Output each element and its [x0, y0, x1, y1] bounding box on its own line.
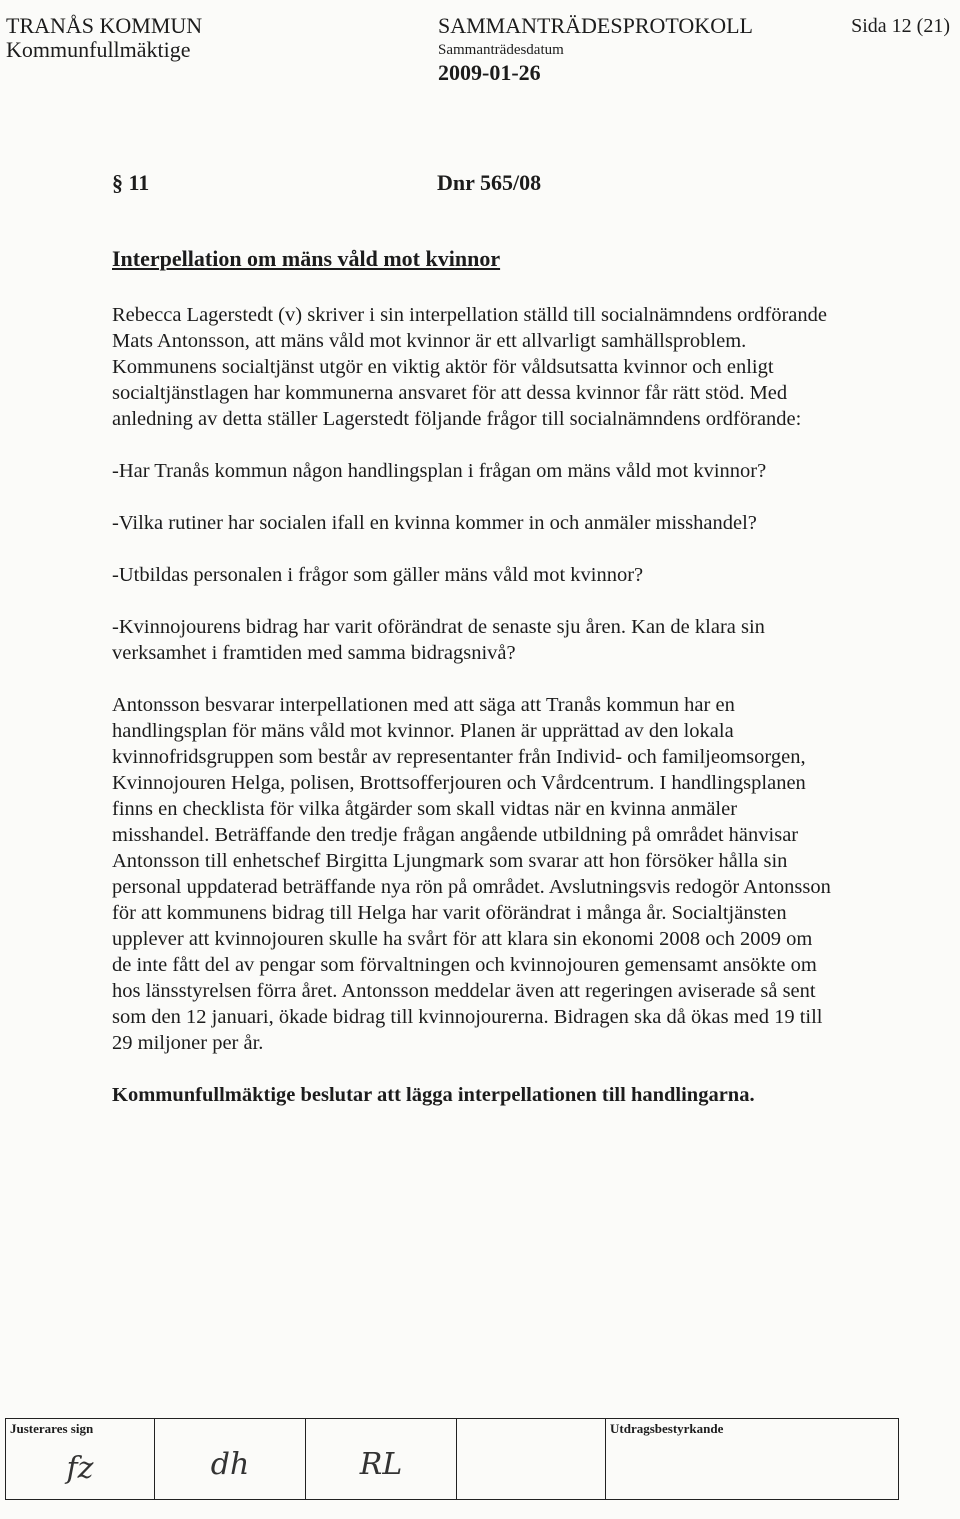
question-3: -Utbildas personalen i frågor som gäller mäns våld mot kvinnor? [112, 564, 644, 586]
justerares-cell [6, 1419, 155, 1500]
signature-initials-1: fz [66, 1451, 94, 1486]
page-header [0, 14, 960, 94]
section-heading: Interpellation om mäns våld mot kvinnor [112, 246, 501, 271]
signature-cell-3 [306, 1419, 457, 1500]
organization-block [6, 14, 202, 62]
question-1: -Har Tranås kommun någon handlingsplan i frågan om mäns våld mot kvinnor? [112, 460, 767, 482]
question-4: -Kvinnojourens bidrag har varit oförändrat de senaste sju åren. Kan de klara sin verksamhet i framtiden med samma bidragsnivå? [112, 616, 765, 664]
question-2: -Vilka rutiner har socialen ifall en kvinna kommer in och anmäler misshandel? [112, 512, 757, 534]
diary-number: Dnr 565/08 [437, 170, 542, 195]
answer-paragraph: Antonsson besvarar interpellationen med att säga att Tranås kommun har en handlingsplan för mäns våld mot kvinnor. Planen är upprättad av den lokala kvinnofridsgruppen som består av representanter från Individ- och familjeomsorgen, Kvinnojouren Helga, polisen, Brottsofferjouren och Vårdcentrum. I handlingsplanen finns en checklista för vilka åtgärder som skall vidtas när en kvinna anmäler misshandel. Beträffande den tredje frågan angående utbildning på området hänvisar Antonsson till enhetschef Birgitta Ljungmark som svarar att hon försöker hålla sin personal uppdaterad beträffande nya rön på området. Avslutningsvis redogör Antonsson för att kommunens bidrag till Helga har varit oförändrat i många år. Socialtjänsten upplever att kvinnojouren skulle ha svårt för att klara sin ekonomi 2008 och 2009 om de inte fått del av pengar som förvaltningen och kvinnojouren gemensamt ansökte om hos länsstyrelsen förra året. Antonsson meddelar även att regeringen aviserade så sent som den 12 januari, ökade bidrag till kvinnojourerna. Bidragen ska då ökas med 19 till 29 miljoner per år. [112, 694, 831, 1054]
document-title: SAMMANTRÄDESPROTOKOLL [438, 13, 753, 38]
utdrag-cell [606, 1419, 899, 1500]
intro-paragraph: Rebecca Lagerstedt (v) skriver i sin interpellation ställd till socialnämndens ordförande Mats Antonsson, att mäns våld mot kvinnor är ett allvarligt samhällsproblem. Kommunens socialtjänst utgör en viktig aktör för våldsutsatta kvinnor och enligt socialtjänstlagen har kommunerna ansvaret för att dessa kvinnor får rätt stöd. Med anledning av detta ställer Lagerstedt följande frågor till socialnämndens ordförande: [112, 304, 827, 430]
signature-initials-2: dh [210, 1447, 250, 1482]
signature-initials-3: RL [359, 1447, 403, 1482]
decision-paragraph: Kommunfullmäktige beslutar att lägga interpellationen till handlingarna. [112, 1084, 755, 1106]
section-number: § 11 [112, 170, 150, 195]
date-label: Sammanträdesdatum [438, 42, 564, 58]
signature-table [5, 1418, 899, 1500]
organization-name: TRANÅS KOMMUN [6, 13, 203, 38]
meeting-date: 2009-01-26 [438, 60, 541, 85]
protocol-body [112, 302, 832, 1108]
justerares-label: Justerares sign [10, 1421, 94, 1436]
body-name: Kommunfullmäktige [6, 37, 191, 62]
utdrag-label: Utdragsbestyrkande [610, 1421, 724, 1436]
signature-cell-4 [457, 1419, 606, 1500]
document-block [438, 14, 753, 86]
signature-cell-2 [155, 1419, 306, 1500]
page-number: Sida 12 (21) [851, 15, 950, 37]
